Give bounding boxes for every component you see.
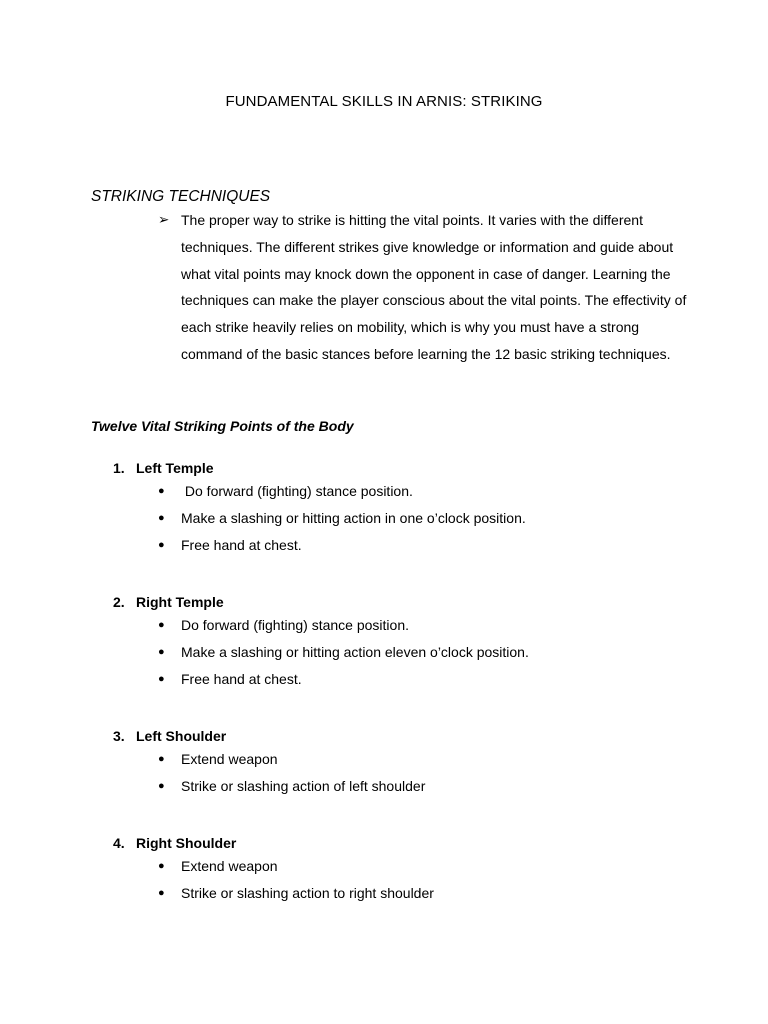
bullet-list — [113, 853, 673, 907]
list-item-left-shoulder — [113, 726, 673, 800]
list-item — [113, 666, 673, 693]
list-item — [113, 612, 673, 639]
bullet-icon: ● — [158, 753, 165, 765]
bullet-text: Extend weapon — [181, 858, 278, 874]
list-item — [113, 746, 673, 773]
list-item — [113, 853, 673, 880]
bullet-icon: ● — [158, 511, 165, 524]
item-label: Right Temple — [136, 594, 224, 610]
bullet-text: Make a slashing or hitting action eleven o’clock position. — [181, 643, 529, 660]
section-heading: STRIKING TECHNIQUES — [91, 188, 271, 205]
list-item — [113, 532, 673, 559]
bullet-text: Strike or slashing action of left shoulder — [181, 777, 426, 794]
document-title: FUNDAMENTAL SKILLS IN ARNIS: STRIKING — [225, 93, 543, 110]
bullet-icon: ● — [158, 645, 165, 658]
list-item — [113, 639, 673, 666]
item-title — [113, 592, 673, 612]
bullet-text: Extend weapon — [181, 751, 278, 767]
item-title — [113, 458, 673, 478]
list-item — [113, 505, 673, 532]
bullet-text: Make a slashing or hitting action in one o’clock position. — [181, 509, 526, 526]
intro-paragraph — [158, 207, 698, 368]
item-title — [113, 726, 673, 746]
bullet-icon: ● — [158, 860, 165, 872]
item-number: 3. — [113, 728, 125, 744]
item-label: Right Shoulder — [136, 835, 237, 851]
list-item — [113, 880, 673, 907]
bullet-text: Free hand at chest. — [181, 670, 302, 687]
bullet-icon: ● — [158, 672, 165, 685]
item-label: Left Temple — [136, 460, 214, 476]
bullet-list — [113, 612, 673, 692]
bullet-icon: ● — [158, 538, 165, 551]
intro-text: The proper way to strike is hitting the vital points. It varies with the different techniques. The different strikes give knowledge or information and guide about what vital points may knock down the opponent in case of danger. Learning the techniques can make the player conscious about the vital points. The effectivity of each strike heavily relies on mobility, which is why you must have a strong command of the basic stances before learning the 12 basic striking techniques. — [181, 212, 687, 362]
bullet-text: Do forward (fighting) stance position. — [181, 617, 409, 633]
bullet-icon: ● — [158, 619, 165, 631]
bullet-list — [113, 478, 673, 558]
list-item — [113, 478, 673, 505]
list-item-right-temple — [113, 592, 673, 692]
bullet-text: Free hand at chest. — [181, 536, 302, 553]
item-label: Left Shoulder — [136, 728, 227, 744]
bullet-icon: ● — [158, 886, 165, 899]
bullet-icon: ● — [158, 779, 165, 792]
item-title — [113, 833, 673, 853]
bullet-text: Do forward (fighting) stance position. — [181, 483, 413, 499]
item-number: 4. — [113, 835, 125, 851]
bullet-icon: ● — [158, 485, 165, 497]
item-number: 1. — [113, 460, 125, 476]
arrow-bullet-icon: ➢ — [158, 212, 170, 227]
bullet-list — [113, 746, 673, 800]
list-item-right-shoulder — [113, 833, 673, 907]
list-item-left-temple — [113, 458, 673, 558]
bullet-text: Strike or slashing action to right shoulder — [181, 884, 434, 901]
item-number: 2. — [113, 594, 125, 610]
list-item — [113, 773, 673, 800]
subheading: Twelve Vital Striking Points of the Body — [91, 418, 354, 434]
